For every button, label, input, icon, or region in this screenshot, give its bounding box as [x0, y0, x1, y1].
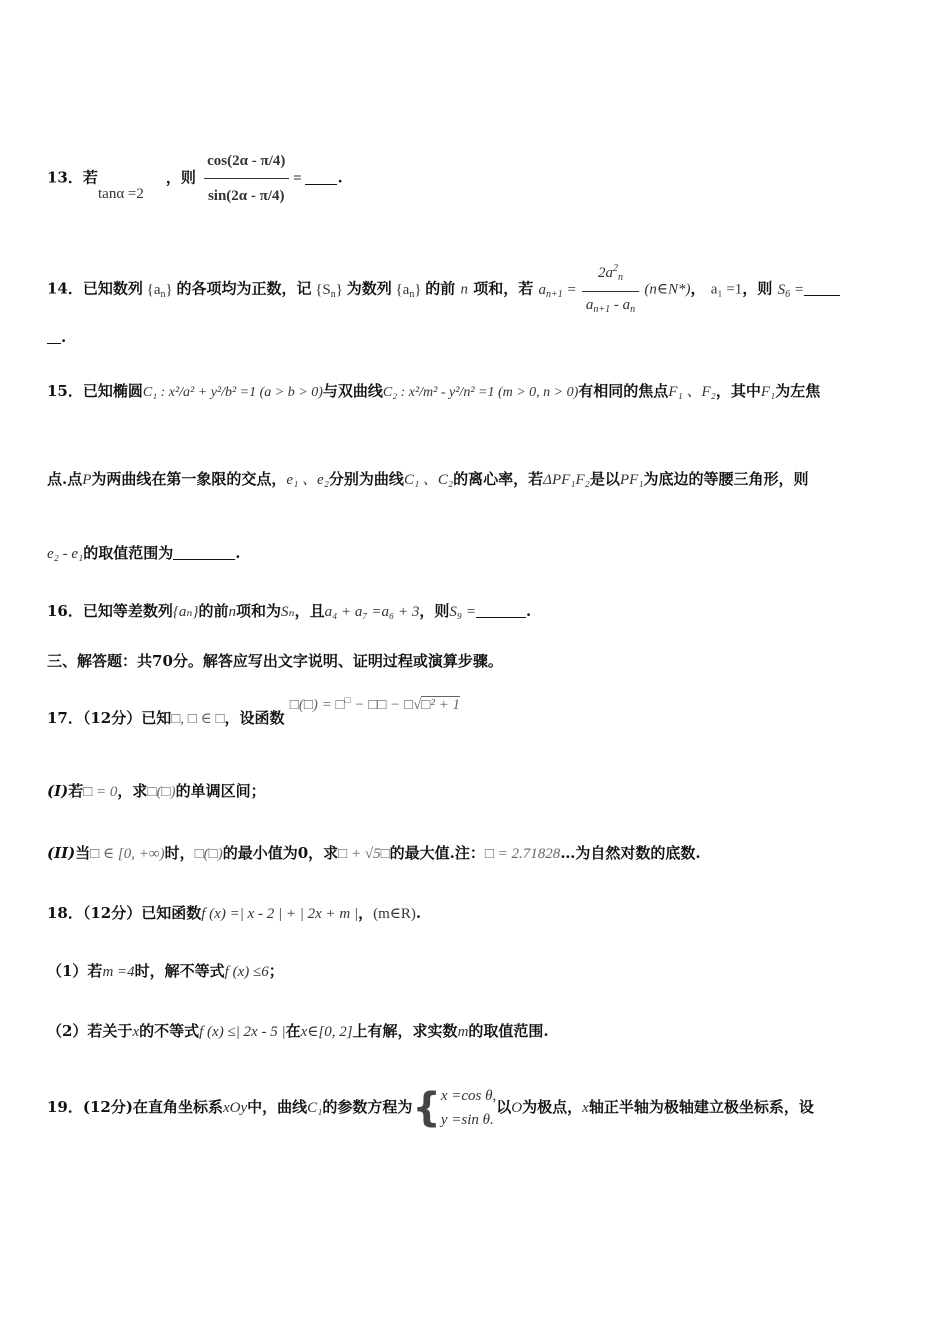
section-3-heading: 三、解答题：共70分。解答应写出文字说明、证明过程或演算步骤。: [47, 652, 503, 670]
answer-blank: [305, 170, 337, 185]
question-15-line3: e₂ - e₁的取值范围为 .: [47, 544, 241, 562]
question-17-part2: (II)当□ ∈ [0, +∞)时，□(□)的最小值为0，求□ + √5□的最大值.注：□ = 2.71828…为自然对数的底数.: [47, 844, 701, 862]
q17-function: □(□) = □□ − □□ − □√□² + 1: [289, 695, 460, 713]
question-19: 19．(12分)在直角坐标系xOy中，曲线C₁的参数方程为{ x =cos θ, y =sin θ. 以O为极点，x轴正半轴为极轴建立极坐标系，设: [47, 1085, 814, 1131]
q19-parametric-system: x =cos θ, y =sin θ.: [440, 1088, 497, 1128]
question-13: 13．若 ，则 $\frac{\cos(2\alpha - \pi/4)}{\sin(2\alpha - \pi/4)}$ = .: [47, 150, 910, 207]
q14-fraction: $\frac{2a^2_n}{a_{n+1} - a_n}$: [582, 258, 639, 321]
question-14: 14．已知数列 $\{a_n\}$ 的各项均为正数，记 $\{S_n\}$ 为数列 $\{a_n\}$ 的前 n 项和，若 $a_{n+1}$ = $\frac{2a^2_n}{a_{n+1} - a_n}$ (n∈N*)， a₁ =1，则 $S_6$ =: [47, 258, 910, 321]
q13-fraction: $\frac{\cos(2\alpha - \pi/4)}{\sin(2\alpha - \pi/4)}$: [203, 150, 289, 207]
question-15-line1: 15．已知椭圆C₁ : x²/a² + y²/b² =1 (a > b > 0)与双曲线C₂ : x²/m² - y²/n² =1 (m > 0, n > 0)有相同的焦点F₁ 、F₂，其中F₁为左焦: [47, 382, 821, 400]
question-14-cont: .: [47, 326, 910, 348]
answer-blank: [804, 281, 840, 296]
left-brace-icon: {: [412, 1085, 441, 1131]
question-17-part1: (I)若□ = 0，求□(□)的单调区间；: [47, 782, 266, 800]
question-18: 18．（12分）已知函数f (x) =| x - 2 | + | 2x + m |，(m∈R).: [47, 904, 422, 922]
q13-condition: tanα =2: [98, 186, 144, 202]
answer-blank: [476, 603, 526, 618]
question-16: 16．已知等差数列{aₙ}的前n项和为Sₙ，且a₄ + a₇ =a₆ + 3，则S₉ = .: [47, 602, 532, 620]
question-17: 17．（12分）已知□, □ ∈ □，设函数 □(□) = □□ − □□ − □√□² + 1: [47, 695, 460, 727]
answer-blank: [173, 545, 235, 560]
question-18-part2: （2）若关于x的不等式f (x) ≤| 2x - 5 |在x∈[0, 2]上有解，求实数m的取值范围.: [47, 1022, 549, 1040]
question-18-part1: （1）若m =4时，解不等式f (x) ≤6；: [47, 962, 284, 980]
question-15-line2: 点.点P为两曲线在第一象限的交点，e₁ 、e₂分别为曲线C₁ 、C₂的离心率，若ΔPF₁F₂是以PF₁为底边的等腰三角形，则: [47, 470, 809, 488]
